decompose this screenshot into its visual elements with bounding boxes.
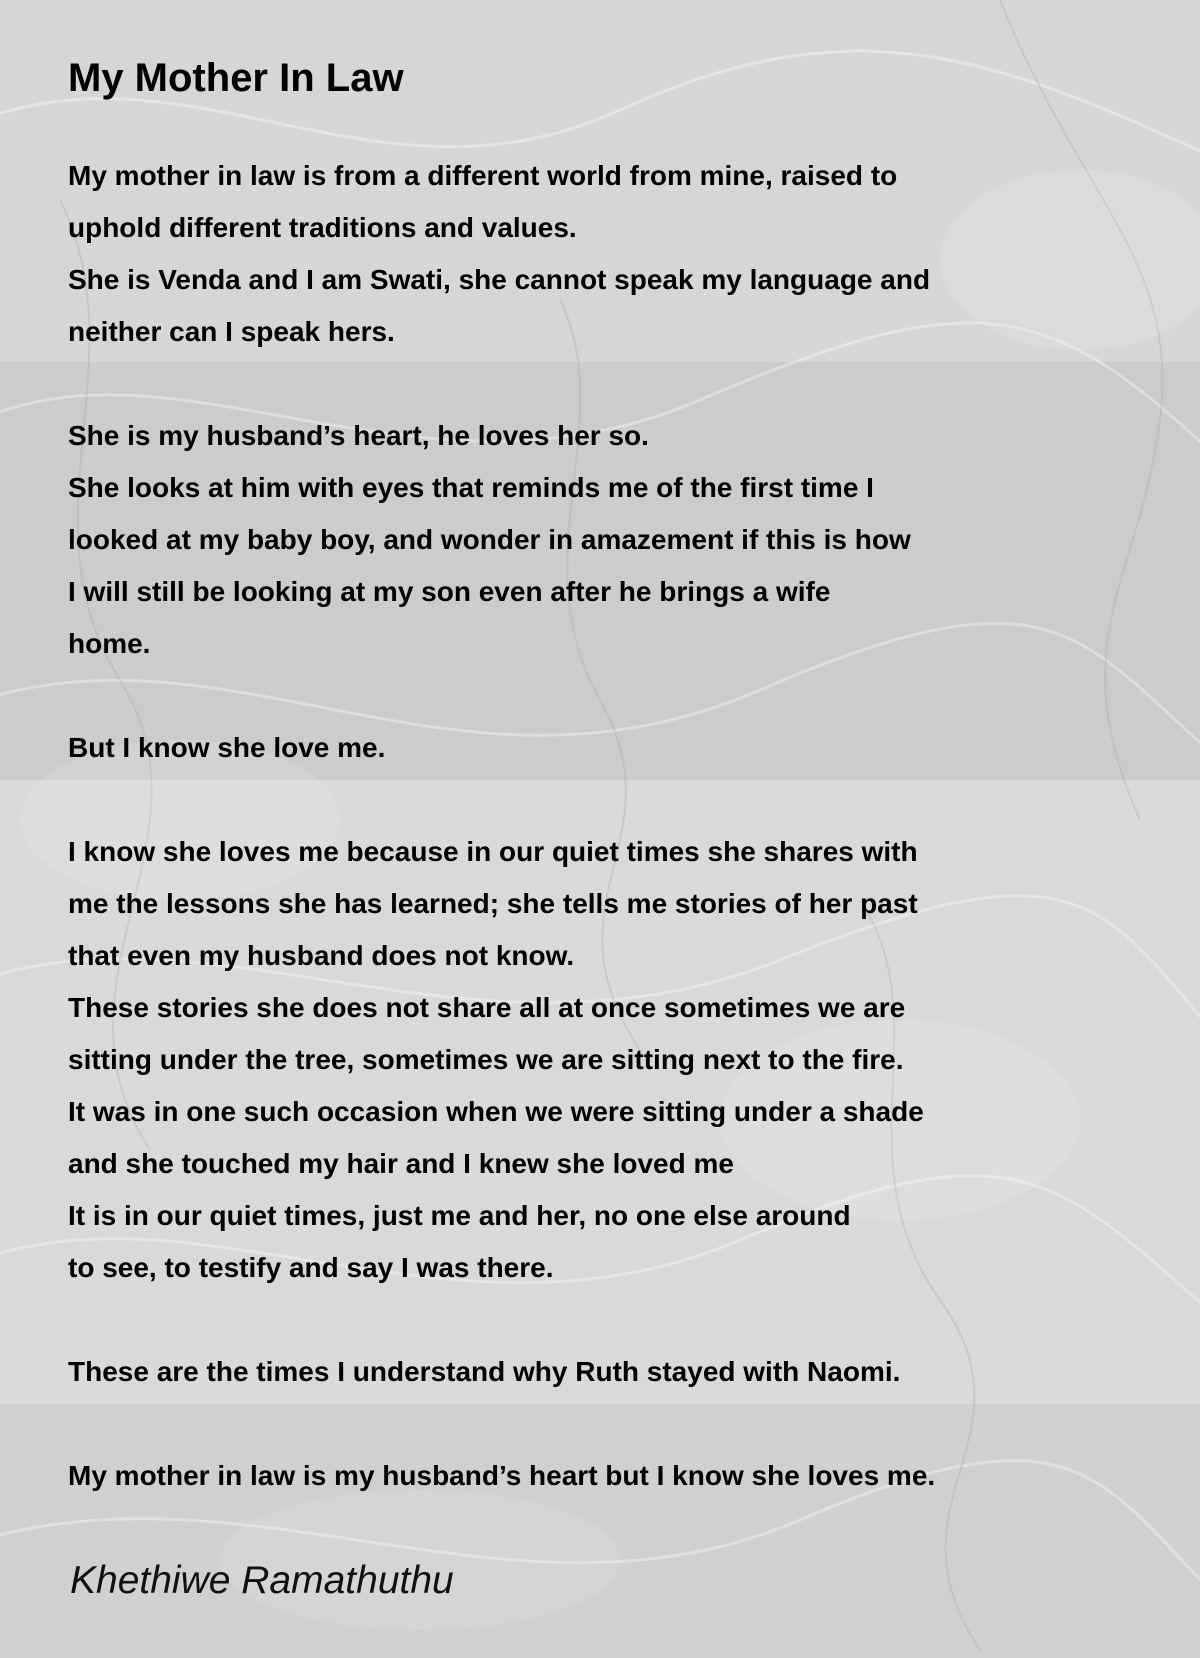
poem-line: sitting under the tree, sometimes we are sitting next to the fire. [68, 1044, 904, 1075]
stanza-break [68, 1398, 1168, 1450]
poem-line: My mother in law is my husband’s heart but I know she loves me. [68, 1460, 936, 1491]
poem-line: It was in one such occasion when we were sitting under a shade [68, 1096, 924, 1127]
stanza-break [68, 774, 1168, 826]
poem-line: She is my husband’s heart, he loves her so. [68, 420, 649, 451]
poem-line: These stories she does not share all at once sometimes we are [68, 992, 906, 1023]
poem-line: She is Venda and I am Swati, she cannot speak my language and [68, 264, 931, 295]
stanza-break [68, 670, 1168, 722]
poem-line: But I know she love me. [68, 732, 386, 763]
poem-line: and she touched my hair and I knew she loved me [68, 1148, 734, 1179]
poem-line: home. [68, 628, 151, 659]
poem-line: uphold different traditions and values. [68, 212, 577, 243]
poem-line: These are the times I understand why Ruth stayed with Naomi. [68, 1356, 901, 1387]
poem-line: neither can I speak hers. [68, 316, 395, 347]
poem-author: Khethiwe Ramathuthu [70, 1559, 454, 1602]
poem-line: to see, to testify and say I was there. [68, 1252, 554, 1283]
poem-title: My Mother In Law [68, 56, 404, 100]
poem-line: It is in our quiet times, just me and her, no one else around [68, 1200, 851, 1231]
stanza-break [68, 1294, 1168, 1346]
poem-line: I know she loves me because in our quiet times she shares with [68, 836, 918, 867]
poem-line: I will still be looking at my son even after he brings a wife [68, 576, 831, 607]
poem-body [68, 150, 1168, 1502]
poem-container [68, 48, 1168, 1502]
poem-line: me the lessons she has learned; she tells me stories of her past [68, 888, 918, 919]
poem-line: She looks at him with eyes that reminds me of the first time I [68, 472, 874, 503]
poem-line: looked at my baby boy, and wonder in amazement if this is how [68, 524, 911, 555]
poem-line: that even my husband does not know. [68, 940, 575, 971]
poem-line: My mother in law is from a different world from mine, raised to [68, 160, 898, 191]
stanza-break [68, 358, 1168, 410]
